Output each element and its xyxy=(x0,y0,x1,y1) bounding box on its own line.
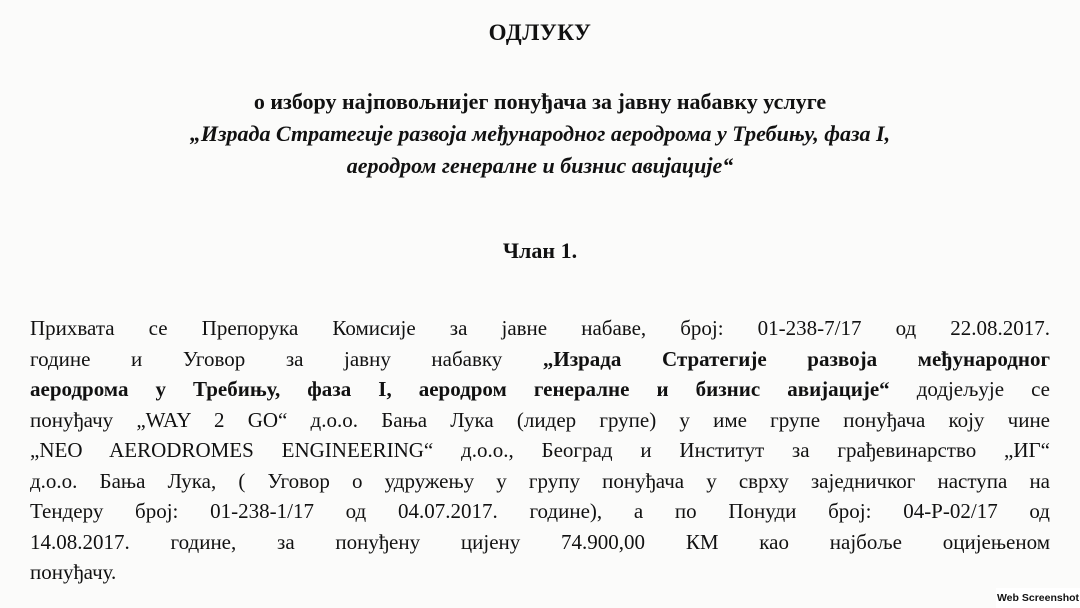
article-body xyxy=(30,313,1050,588)
document-subtitle xyxy=(0,86,1080,182)
body-text: Тендеру број: 01-238-1/17 од 04.07.2017. године), а по Понуди број: 04-Р-02/17 од xyxy=(30,499,1050,523)
body-text: додјељује се xyxy=(889,377,1050,401)
subtitle-line-3: аеродром генералне и бизнис авијације“ xyxy=(346,153,734,178)
body-line xyxy=(30,405,1050,436)
body-line xyxy=(30,527,1050,558)
body-text: понуђачу. xyxy=(30,560,117,584)
body-line xyxy=(30,557,1050,588)
body-text: д.о.о. Бања Лука, ( Уговор о удружењу у групу понуђача у сврху заједничког наступа на xyxy=(30,468,1050,493)
body-line xyxy=(30,435,1050,466)
subtitle-line-2: „Израда Стратегије развоја међународног аеродрома у Требињу, фаза I, xyxy=(189,121,891,146)
body-line xyxy=(30,313,1050,344)
body-line xyxy=(30,496,1050,527)
subtitle-line-1: о избору најповољнијег понуђача за јавну набавку услуге xyxy=(253,89,827,114)
body-text: „NEO AERODROMES ENGINEERING“ д.о.о., Београд и Институт за грађевинарство „ИГ“ xyxy=(30,438,1050,462)
body-text: Прихвата се Препорука Комисије за јавне набаве, број: 01-238-7/17 од 22.08.2017. xyxy=(30,316,1050,340)
body-text: понуђачу „WAY 2 GO“ д.о.о. Бања Лука (лидер групе) у име групе понуђача коју чине xyxy=(30,407,1050,432)
document-title: ОДЛУКУ xyxy=(488,20,592,45)
body-text: године и Уговор за јавну набавку xyxy=(30,346,543,371)
body-text-bold: аеродрома у Требињу, фаза I, аеродром генералне и бизнис авијације“ xyxy=(30,377,890,401)
body-line xyxy=(30,374,1050,405)
body-text: 14.08.2017. године, за понуђену цијену 74.900,00 КМ као најбоље оцијењеном xyxy=(30,529,1050,554)
article-heading: Члан 1. xyxy=(502,238,578,263)
body-line xyxy=(30,466,1050,497)
body-line xyxy=(30,344,1050,375)
web-screenshot-watermark: Web Screenshot xyxy=(996,588,1080,608)
body-text-bold: „Израда Стратегије развоја међународног xyxy=(542,346,1050,371)
